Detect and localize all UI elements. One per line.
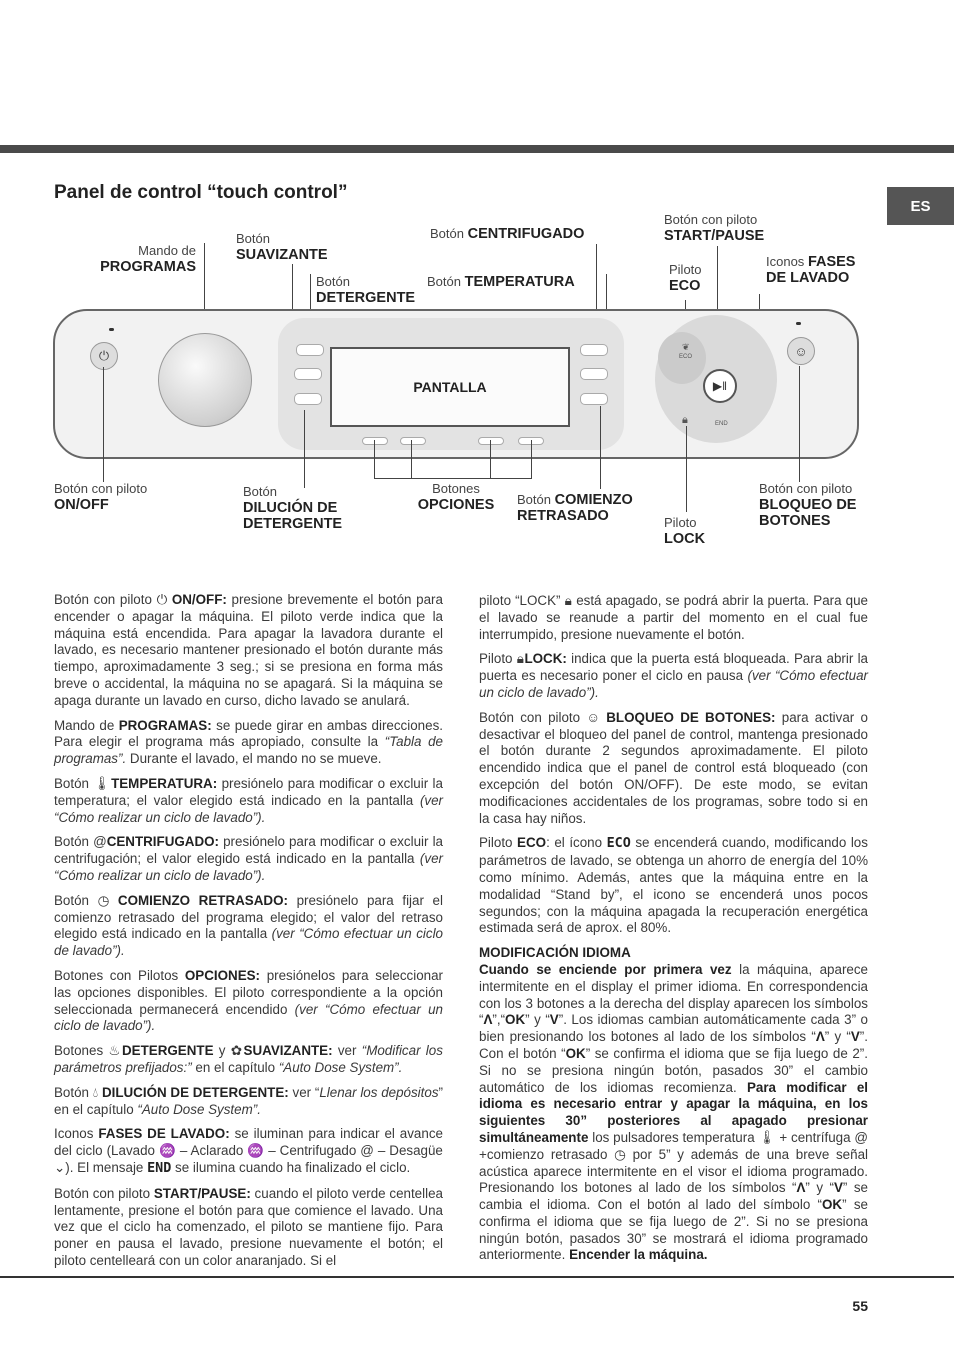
- power-icon: ⏻: [98, 348, 110, 363]
- para-idioma: Cuando se enciende por primera vez la máquina, aparece intermitente en el display el primer idioma. En correspondencia con los 3 botones a la derecha del display aparecen los símbolos “Λ”,“OK” y “V”. Los idiomas cambian automáticamente cada 3” o bien presionando los botones al lado de los símbolos “Λ” y “V”. Con el botón “OK” se confirma el idioma que se fija luego de 2”. Si no se presiona ningún botón, pasados 30” el cambio automático de los idiomas recomienza. Para modificar el idioma es necesario entrar y apagar la máquina, en los siguientes 30” posteriores al apagado presionar simultáneamente los pulsadores temperatura 🌡︎ + centrífuga @ +comienzo retrasado ◷ por 5” y además de una breve señal acústica aparece intermitente en el visor el idioma programado. Presionando los botones al lado de los símbolos “Λ” y “V” se cambia el idioma. Con el botón al lado del símbolo “OK” se confirma el idioma que se fija luego de 2”. Si no se presiona ningún botón, pasados 30” se mostrará el idioma programado anteriormente. Encender la máquina.: [479, 961, 868, 1263]
- lock-icon: 🔒︎: [516, 651, 525, 667]
- language-badge: ES: [887, 187, 954, 225]
- on-off-button[interactable]: [90, 342, 118, 370]
- para-fases: Iconos FASES DE LAVADO: se iluminan para indicar el avance del ciclo (Lavado ♒ – Aclarado ♒ – Centrifugado @ – Desagüe ⌄). El mensaje END se ilumina cuando ha finalizado el ciclo.: [54, 1126, 443, 1176]
- label-suavizante: Botón SUAVIZANTE: [236, 231, 328, 263]
- leader-line: [374, 478, 532, 479]
- spin-icon: @: [93, 834, 107, 850]
- option-button-3[interactable]: [478, 437, 504, 445]
- label-on-off: Botón con piloto ON/OFF: [54, 481, 148, 513]
- label-centrifugado: Botón CENTRIFUGADO: [430, 226, 585, 242]
- end-indicator: END: [715, 421, 728, 427]
- para-opciones: Botones con Pilotos OPCIONES: presiónelos para seleccionar las opciones disponibles. El piloto correspondiente a la opción seleccionada permanecerá encendido (ver “Cómo efectuar un ciclo de lavado”).: [54, 967, 443, 1034]
- delay-start-button[interactable]: [580, 393, 608, 405]
- detergent-icon: ♨: [108, 1043, 122, 1059]
- label-bloqueo: Botón con piloto BLOQUEO DE BOTONES: [759, 481, 857, 529]
- right-text-column: [479, 593, 868, 1272]
- temperature-button[interactable]: [580, 368, 608, 380]
- delay-clock-icon: ◷: [97, 892, 110, 908]
- para-start-pause: Botón con piloto START/PAUSE: cuando el piloto verde centellea lentamente, presione el botón para que comience el lavado. Una vez que el ciclo ha comenzado, el piloto se mantiene fijo. Para poner en pausa el lavado, presione nuevamente el botón; el piloto centelleará con un color anaranjado. Si el: [54, 1185, 443, 1268]
- para-lock-cont: piloto “LOCK” 🔒︎ está apagado, se podrá abrir la puerta. Para que el lavado se reanude a partir del momento en el cual fue interrumpido, presione nuevamente el botón.: [479, 593, 868, 642]
- option-button-1[interactable]: [362, 437, 388, 445]
- eco-indicator: ECO: [679, 354, 693, 360]
- label-comienzo: Botón COMIENZO RETRASADO: [517, 492, 633, 524]
- para-eco: Piloto ECO: el ícono ECO se encenderá cuando, modificando los parámetros de lavado, se obtenga un ahorro de energía del 10% como mínimo. Además, antes que la máquina entre en la modalidad “Stand by”, el icono se encenderá unos pocos segundos; con la máquina apagada la recuperación energética estimada será de aprox. el 80%.: [479, 835, 868, 936]
- page-title: Panel de control “touch control”: [54, 182, 348, 203]
- thermometer-icon: 🌡︎: [93, 775, 112, 791]
- para-centrifugado: Botón @CENTRIFUGADO: presiónelo para modificar o excluir la centrifugación; el valor elegido está indicado en la pantalla (ver “Cómo realizar un ciclo de lavado”).: [54, 834, 443, 883]
- label-eco: Piloto ECO: [669, 262, 702, 294]
- para-detergente: Botones ♨DETERGENTE y ✿SUAVIZANTE: ver “Modificar los parámetros prefijados:” en el capítulo “Auto Dose System”.: [54, 1043, 443, 1075]
- leader-line: [103, 367, 104, 482]
- lock-button-led: [796, 322, 801, 325]
- leaf-icon: ❦: [682, 342, 690, 352]
- child-face-icon: ☺: [794, 343, 808, 359]
- drain-icon: ⌄: [54, 1159, 66, 1175]
- top-left-pill[interactable]: [296, 344, 324, 356]
- spin-icon: @: [854, 1129, 868, 1145]
- lock-icon: 🔒︎: [564, 593, 573, 608]
- page-number: 55: [852, 1298, 868, 1314]
- para-lock: Piloto 🔒︎LOCK: indica que la puerta está bloqueada. Para abrir la puerta es necesario poner el ciclo en pausa (ver “Cómo efectuar un ciclo de lavado”).: [479, 651, 868, 700]
- child-face-icon: ☺: [586, 709, 601, 725]
- label-fases: Iconos FASES DE LAVADO: [766, 254, 856, 286]
- label-dilucion: Botón DILUCIÓN DE DETERGENTE: [243, 484, 343, 532]
- option-button-2[interactable]: [400, 437, 426, 445]
- display-screen: PANTALLA: [330, 347, 570, 427]
- leader-line: [600, 406, 601, 489]
- leader-line: [411, 440, 412, 478]
- onoff-led: [109, 328, 114, 331]
- key-lock-button[interactable]: [787, 337, 815, 365]
- leader-line: [686, 426, 687, 512]
- label-lock: Piloto LOCK: [664, 515, 706, 547]
- leader-line: [304, 410, 305, 488]
- leader-line: [799, 366, 800, 482]
- leader-line: [531, 440, 532, 478]
- heading-idioma: MODIFICACIÓN IDIOMA: [479, 945, 631, 961]
- delay-clock-icon: ◷: [614, 1146, 626, 1162]
- para-comienzo: Botón ◷ COMIENZO RETRASADO: presiónelo para fijar el comienzo retrasado del programa elegido; el valor del retraso elegido está indicado en la pantalla (ver “Cómo efectuar un ciclo de lavado”).: [54, 892, 443, 959]
- para-programas: Mando de PROGRAMAS: se puede girar en ambas direcciones. Para elegir el programa más apropiado, consulte la “Tabla de programas”. Durante el lavado, el mando no se mueve.: [54, 717, 443, 767]
- lock-indicator-icon: 🔒︎: [682, 414, 688, 426]
- para-bloqueo: Botón con piloto ☺ BLOQUEO DE BOTONES: para activar o desactivar el bloqueo del panel de control, mantenga presionado el botón durante 2 segundos aproximadamente. El piloto encendido indica que el panel de control está bloqueado (con excepción del botón ON/OFF). De este modo, se evitan modificaciones accidentales de los programas, sobre todo si en la casa hay niños.: [479, 709, 868, 826]
- leader-line: [490, 440, 491, 478]
- para-on-off: Botón con piloto ⏻ ON/OFF: presione brevemente el botón para encender o apagar la máquina. El piloto verde indica que la máquina está encendida. Para apagar la lavadora durante el lavado, es necesario mantener presionado el botón durante más tiempo, aproximadamente 3 seg.; si se presiona en forma más breve o accidental, la máquina no se apagará. Si la máquina se apaga durante un lavado en curso, dicho lavado se anulará.: [54, 592, 443, 708]
- program-knob[interactable]: [158, 333, 252, 427]
- label-detergente: Botón DETERGENTE: [316, 274, 416, 306]
- spin-button[interactable]: [580, 344, 608, 356]
- drop-icon: 💧︎: [92, 1084, 99, 1100]
- wash-icon: ♒: [158, 1143, 176, 1159]
- detergent-button[interactable]: [294, 393, 322, 405]
- top-rule: [0, 145, 954, 153]
- power-icon: ⏻: [156, 592, 168, 607]
- softener-icon: ✿: [230, 1043, 244, 1059]
- start-pause-button[interactable]: [703, 369, 737, 403]
- leader-line: [374, 440, 375, 478]
- label-opciones: Botones OPCIONES: [417, 481, 495, 513]
- label-start-pause: Botón con piloto START/PAUSE: [664, 212, 765, 244]
- left-text-column: [54, 592, 443, 1278]
- thermometer-icon: 🌡︎: [758, 1129, 776, 1145]
- softener-button[interactable]: [294, 368, 322, 380]
- para-temperatura: Botón 🌡︎TEMPERATURA: presiónelo para modificar o excluir la temperatura; el valor elegido está indicado en la pantalla (ver “Cómo realizar un ciclo de lavado”).: [54, 775, 443, 825]
- label-mando-programas: Mando de PROGRAMAS: [100, 243, 196, 275]
- bottom-rule: [0, 1276, 954, 1278]
- play-pause-icon: ▶‖: [712, 379, 728, 393]
- rinse-icon: ♒: [247, 1143, 265, 1159]
- label-temperatura: Botón TEMPERATURA: [427, 274, 575, 290]
- para-dilucion: Botón 💧︎ DILUCIÓN DE DETERGENTE: ver “Llenar los depósitos” en el capítulo “Auto Dose System”.: [54, 1084, 443, 1117]
- spin-icon: @: [360, 1143, 374, 1159]
